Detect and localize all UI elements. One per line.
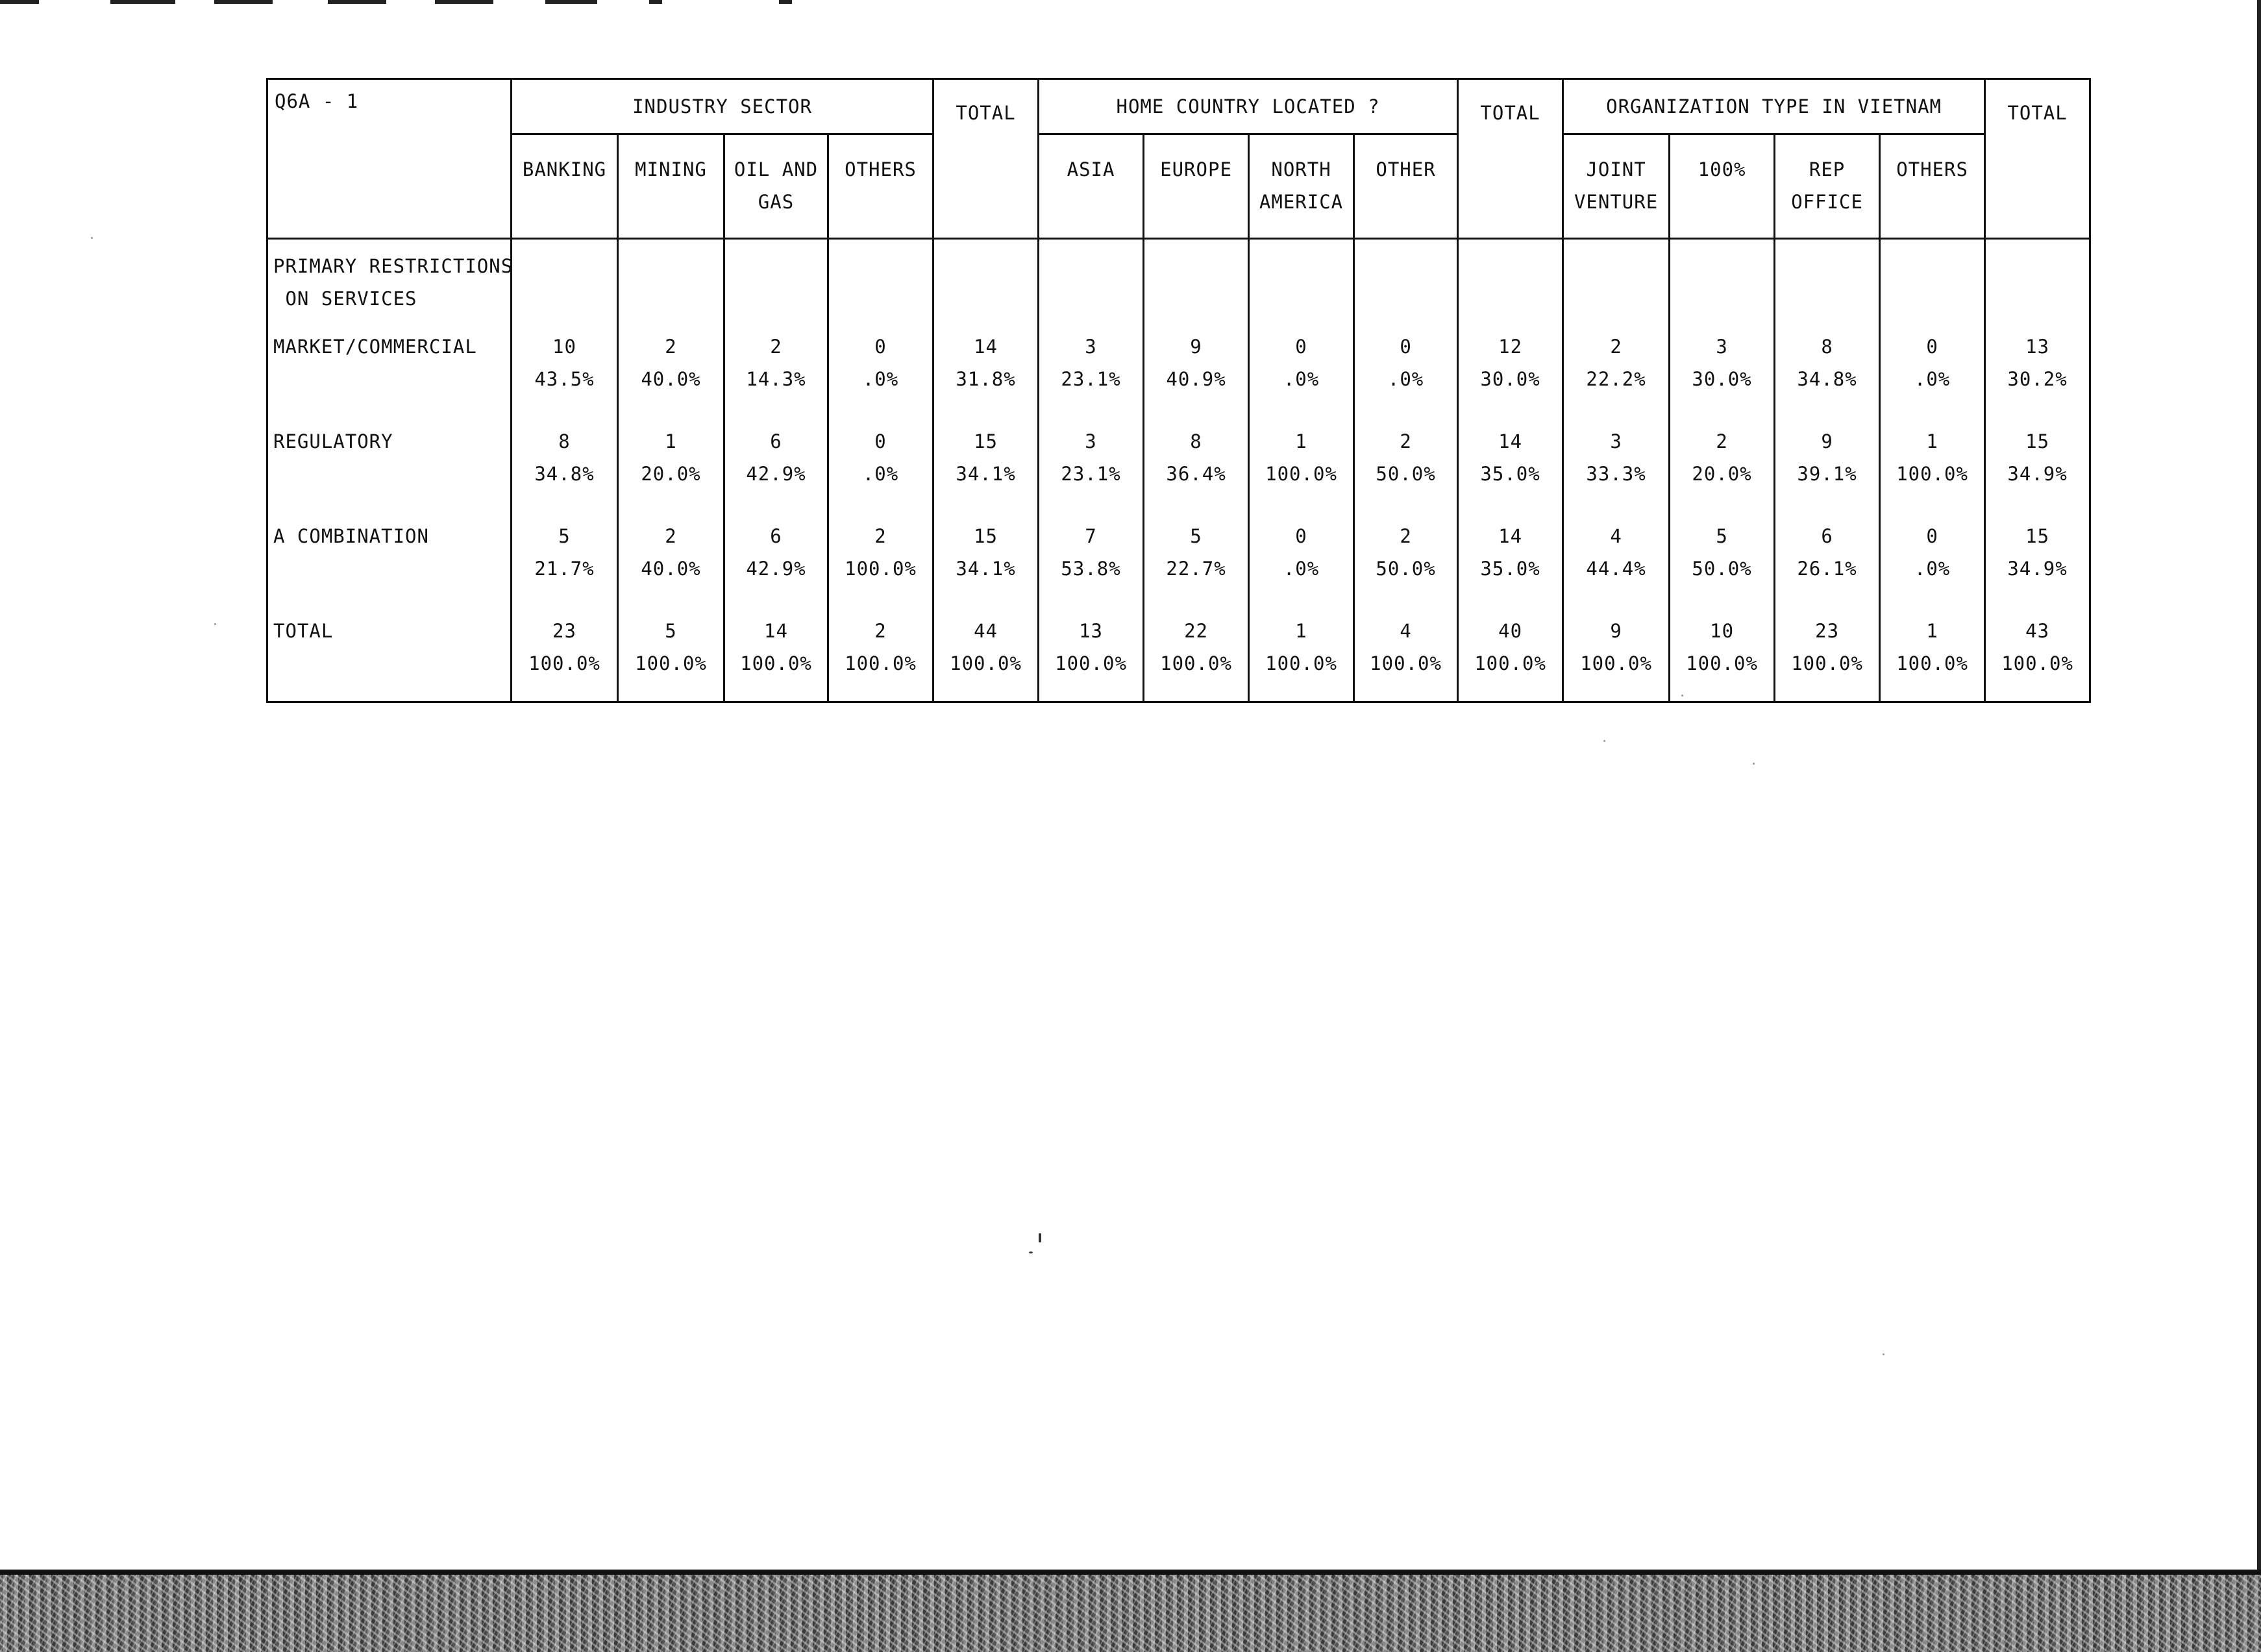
data-cell xyxy=(1775,607,1880,702)
cell-count: 2 xyxy=(1716,430,1728,452)
cell-percent: 23.1% xyxy=(1061,463,1121,485)
empty-cell xyxy=(1563,239,1670,323)
cell-percent: 100.0% xyxy=(1896,652,1968,674)
data-cell xyxy=(1249,417,1354,512)
scan-speck xyxy=(1883,1353,1884,1355)
row-label: TOTAL xyxy=(267,607,512,702)
scan-speck xyxy=(1029,1251,1033,1253)
data-cell xyxy=(1354,607,1458,702)
group-header: INDUSTRY SECTOR xyxy=(512,79,933,134)
empty-cell xyxy=(1985,239,2090,323)
cell-count: 15 xyxy=(974,525,998,547)
cell-percent: 34.8% xyxy=(534,463,595,485)
cell-percent: 42.9% xyxy=(746,463,806,485)
column-header: 100% xyxy=(1670,134,1775,239)
cell-percent: 35.0% xyxy=(1480,558,1540,580)
cell-percent: 35.0% xyxy=(1480,463,1540,485)
column-header: NORTH AMERICA xyxy=(1249,134,1354,239)
data-cell xyxy=(1985,512,2090,607)
cell-count: 44 xyxy=(974,620,998,642)
data-cell xyxy=(512,607,618,702)
cell-count: 23 xyxy=(552,620,576,642)
cell-count: 9 xyxy=(1610,620,1622,642)
cell-percent: 36.4% xyxy=(1166,463,1226,485)
cell-count: 13 xyxy=(1079,620,1103,642)
restrictions-table xyxy=(266,78,2091,703)
column-header: REP OFFICE xyxy=(1775,134,1880,239)
cell-percent: 30.2% xyxy=(2007,368,2068,390)
cell-count: 2 xyxy=(770,336,782,358)
cell-count: 1 xyxy=(665,430,677,452)
cell-count: 3 xyxy=(1085,336,1097,358)
data-cell xyxy=(512,323,618,417)
data-cell xyxy=(1880,607,1985,702)
data-cell xyxy=(724,323,828,417)
table-row xyxy=(267,607,2090,702)
cell-count: 0 xyxy=(1926,336,1938,358)
data-cell xyxy=(1458,512,1563,607)
empty-cell xyxy=(828,239,933,323)
column-header: MINING xyxy=(618,134,724,239)
cell-percent: 34.1% xyxy=(956,463,1016,485)
section-row xyxy=(267,239,2090,323)
data-cell xyxy=(1985,417,2090,512)
cell-count: 40 xyxy=(1498,620,1523,642)
row-label: REGULATORY xyxy=(267,417,512,512)
data-cell xyxy=(1354,323,1458,417)
cell-count: 5 xyxy=(558,525,571,547)
cell-percent: 40.0% xyxy=(641,368,701,390)
column-header: ASIA xyxy=(1039,134,1144,239)
cell-percent: 34.9% xyxy=(2007,463,2068,485)
column-header: EUROPE xyxy=(1144,134,1249,239)
cell-percent: 100.0% xyxy=(1265,463,1337,485)
cell-percent: 42.9% xyxy=(746,558,806,580)
data-cell xyxy=(724,417,828,512)
cell-count: 9 xyxy=(1190,336,1202,358)
data-cell xyxy=(828,512,933,607)
cell-count: 2 xyxy=(1610,336,1622,358)
cell-count: 1 xyxy=(1926,620,1938,642)
cell-percent: 22.7% xyxy=(1166,558,1226,580)
cell-count: 2 xyxy=(665,525,677,547)
cell-count: 2 xyxy=(874,525,887,547)
data-cell xyxy=(618,607,724,702)
cell-percent: 53.8% xyxy=(1061,558,1121,580)
data-cell xyxy=(618,512,724,607)
header-group-row xyxy=(267,79,2090,134)
data-cell xyxy=(1563,323,1670,417)
cell-count: 6 xyxy=(770,525,782,547)
cell-percent: .0% xyxy=(1387,368,1424,390)
scan-speck xyxy=(1603,740,1605,742)
cell-count: 14 xyxy=(974,336,998,358)
data-cell xyxy=(724,607,828,702)
cell-percent: .0% xyxy=(1914,558,1951,580)
cell-count: 2 xyxy=(665,336,677,358)
cell-count: 12 xyxy=(1498,336,1523,358)
cell-count: 1 xyxy=(1295,620,1307,642)
data-cell xyxy=(1458,323,1563,417)
cell-count: 4 xyxy=(1400,620,1412,642)
cell-percent: 14.3% xyxy=(746,368,806,390)
row-label: A COMBINATION xyxy=(267,512,512,607)
data-cell xyxy=(1985,607,2090,702)
cell-percent: 30.0% xyxy=(1480,368,1540,390)
empty-cell xyxy=(618,239,724,323)
cell-percent: 33.3% xyxy=(1586,463,1646,485)
cell-count: 2 xyxy=(1400,430,1412,452)
cell-percent: 23.1% xyxy=(1061,368,1121,390)
data-cell xyxy=(1775,417,1880,512)
cell-percent: 43.5% xyxy=(534,368,595,390)
empty-cell xyxy=(1039,239,1144,323)
cell-percent: 34.9% xyxy=(2007,558,2068,580)
cell-count: 15 xyxy=(2025,430,2050,452)
empty-cell xyxy=(1670,239,1775,323)
cell-count: 6 xyxy=(770,430,782,452)
cell-percent: 50.0% xyxy=(1376,558,1436,580)
data-cell xyxy=(724,512,828,607)
cell-count: 15 xyxy=(2025,525,2050,547)
data-cell xyxy=(1144,323,1249,417)
data-cell xyxy=(1775,512,1880,607)
scan-speck xyxy=(1039,1233,1041,1242)
data-cell xyxy=(1039,417,1144,512)
data-cell xyxy=(1880,417,1985,512)
cell-percent: 40.0% xyxy=(641,558,701,580)
scan-speck xyxy=(1753,763,1755,765)
cell-percent: 100.0% xyxy=(1791,652,1863,674)
cell-count: 8 xyxy=(1190,430,1202,452)
cell-percent: 22.2% xyxy=(1586,368,1646,390)
data-cell xyxy=(828,323,933,417)
cell-percent: 39.1% xyxy=(1797,463,1857,485)
data-cell xyxy=(1670,323,1775,417)
empty-cell xyxy=(1880,239,1985,323)
data-cell xyxy=(1563,512,1670,607)
cell-percent: 20.0% xyxy=(641,463,701,485)
data-cell xyxy=(1144,607,1249,702)
scan-speck xyxy=(214,623,216,625)
row-label: MARKET/COMMERCIAL xyxy=(267,323,512,417)
cell-percent: .0% xyxy=(1914,368,1951,390)
cell-count: 8 xyxy=(1821,336,1833,358)
section-label: PRIMARY RESTRICTIONS ON SERVICES xyxy=(267,239,512,323)
cell-count: 6 xyxy=(1821,525,1833,547)
cell-count: 3 xyxy=(1085,430,1097,452)
total-header: TOTAL xyxy=(933,79,1039,239)
cell-count: 4 xyxy=(1610,525,1622,547)
cell-count: 14 xyxy=(1498,430,1523,452)
cell-percent: 100.0% xyxy=(845,558,917,580)
cell-count: 0 xyxy=(1926,525,1938,547)
header-column-row xyxy=(267,134,2090,239)
cell-percent: 100.0% xyxy=(1474,652,1546,674)
data-cell xyxy=(828,607,933,702)
cell-count: 2 xyxy=(874,620,887,642)
cell-count: 22 xyxy=(1184,620,1208,642)
data-cell xyxy=(1458,607,1563,702)
cell-count: 5 xyxy=(1190,525,1202,547)
cell-percent: .0% xyxy=(862,368,899,390)
data-cell xyxy=(1354,512,1458,607)
data-cell xyxy=(1563,417,1670,512)
cell-percent: 26.1% xyxy=(1797,558,1857,580)
group-header: ORGANIZATION TYPE IN VIETNAM xyxy=(1563,79,1985,134)
cell-percent: 100.0% xyxy=(1580,652,1652,674)
cell-percent: 100.0% xyxy=(2001,652,2073,674)
cell-percent: 21.7% xyxy=(534,558,595,580)
cell-count: 0 xyxy=(1295,525,1307,547)
empty-cell xyxy=(1249,239,1354,323)
data-cell xyxy=(933,323,1039,417)
empty-cell xyxy=(1144,239,1249,323)
cell-count: 0 xyxy=(874,336,887,358)
data-cell xyxy=(1354,417,1458,512)
cell-percent: 30.0% xyxy=(1692,368,1752,390)
cell-percent: 31.8% xyxy=(956,368,1016,390)
data-cell xyxy=(933,512,1039,607)
cell-count: 1 xyxy=(1295,430,1307,452)
empty-cell xyxy=(512,239,618,323)
cell-percent: 34.1% xyxy=(956,558,1016,580)
cell-count: 0 xyxy=(874,430,887,452)
empty-cell xyxy=(1354,239,1458,323)
data-cell xyxy=(1144,417,1249,512)
group-header: HOME COUNTRY LOCATED ? xyxy=(1039,79,1458,134)
scan-speck xyxy=(91,237,93,239)
cell-count: 10 xyxy=(1710,620,1735,642)
column-header: OTHERS xyxy=(1880,134,1985,239)
cell-percent: 100.0% xyxy=(950,652,1022,674)
question-id: Q6A - 1 xyxy=(267,79,512,239)
cell-percent: 44.4% xyxy=(1586,558,1646,580)
total-header: TOTAL xyxy=(1458,79,1563,239)
cell-count: 2 xyxy=(1400,525,1412,547)
cell-percent: 100.0% xyxy=(1055,652,1127,674)
cell-percent: .0% xyxy=(862,463,899,485)
cell-count: 5 xyxy=(665,620,677,642)
cell-percent: 100.0% xyxy=(740,652,812,674)
cell-count: 5 xyxy=(1716,525,1728,547)
data-cell xyxy=(1144,512,1249,607)
data-cell xyxy=(1880,323,1985,417)
data-cell xyxy=(1670,607,1775,702)
empty-cell xyxy=(1775,239,1880,323)
scan-right-edge xyxy=(2257,0,2261,1571)
cell-percent: 100.0% xyxy=(1265,652,1337,674)
data-cell xyxy=(933,417,1039,512)
cell-percent: 100.0% xyxy=(528,652,600,674)
cell-percent: 40.9% xyxy=(1166,368,1226,390)
data-cell xyxy=(1563,607,1670,702)
cell-percent: .0% xyxy=(1283,558,1320,580)
scan-top-marks xyxy=(0,0,844,5)
column-header: OIL AND GAS xyxy=(724,134,828,239)
cell-count: 0 xyxy=(1295,336,1307,358)
cell-count: 14 xyxy=(764,620,788,642)
scan-speck xyxy=(1681,695,1683,697)
cell-percent: 100.0% xyxy=(1896,463,1968,485)
cell-count: 9 xyxy=(1821,430,1833,452)
cell-percent: 20.0% xyxy=(1692,463,1752,485)
data-cell xyxy=(1249,323,1354,417)
column-header: BANKING xyxy=(512,134,618,239)
cell-percent: 100.0% xyxy=(1370,652,1442,674)
cell-count: 3 xyxy=(1716,336,1728,358)
table-row xyxy=(267,417,2090,512)
data-cell xyxy=(1039,607,1144,702)
cell-count: 3 xyxy=(1610,430,1622,452)
data-cell xyxy=(618,323,724,417)
scan-bottom-band xyxy=(0,1570,2261,1652)
cell-count: 0 xyxy=(1400,336,1412,358)
cell-count: 23 xyxy=(1815,620,1840,642)
cell-count: 7 xyxy=(1085,525,1097,547)
data-cell xyxy=(1039,323,1144,417)
data-cell xyxy=(1249,607,1354,702)
cell-percent: 34.8% xyxy=(1797,368,1857,390)
data-cell xyxy=(828,417,933,512)
cell-count: 8 xyxy=(558,430,571,452)
column-header: JOINT VENTURE xyxy=(1563,134,1670,239)
cell-percent: 50.0% xyxy=(1692,558,1752,580)
data-cell xyxy=(1039,512,1144,607)
empty-cell xyxy=(724,239,828,323)
table-row xyxy=(267,323,2090,417)
cell-percent: 100.0% xyxy=(845,652,917,674)
data-cell xyxy=(1880,512,1985,607)
cell-percent: 100.0% xyxy=(1686,652,1758,674)
empty-cell xyxy=(1458,239,1563,323)
cell-count: 1 xyxy=(1926,430,1938,452)
data-cell xyxy=(512,417,618,512)
cell-count: 10 xyxy=(552,336,576,358)
cell-count: 43 xyxy=(2025,620,2050,642)
cell-percent: 100.0% xyxy=(635,652,707,674)
cell-count: 13 xyxy=(2025,336,2050,358)
total-header: TOTAL xyxy=(1985,79,2090,239)
data-cell xyxy=(1249,512,1354,607)
data-cell xyxy=(512,512,618,607)
column-header: OTHERS xyxy=(828,134,933,239)
cell-percent: 100.0% xyxy=(1160,652,1232,674)
cell-count: 14 xyxy=(1498,525,1523,547)
data-cell xyxy=(1670,417,1775,512)
data-cell xyxy=(1775,323,1880,417)
table-row xyxy=(267,512,2090,607)
empty-cell xyxy=(933,239,1039,323)
data-cell xyxy=(1458,417,1563,512)
data-cell xyxy=(618,417,724,512)
data-cell xyxy=(1670,512,1775,607)
cell-count: 15 xyxy=(974,430,998,452)
cell-percent: .0% xyxy=(1283,368,1320,390)
data-cell xyxy=(933,607,1039,702)
data-cell xyxy=(1985,323,2090,417)
column-header: OTHER xyxy=(1354,134,1458,239)
cell-percent: 50.0% xyxy=(1376,463,1436,485)
